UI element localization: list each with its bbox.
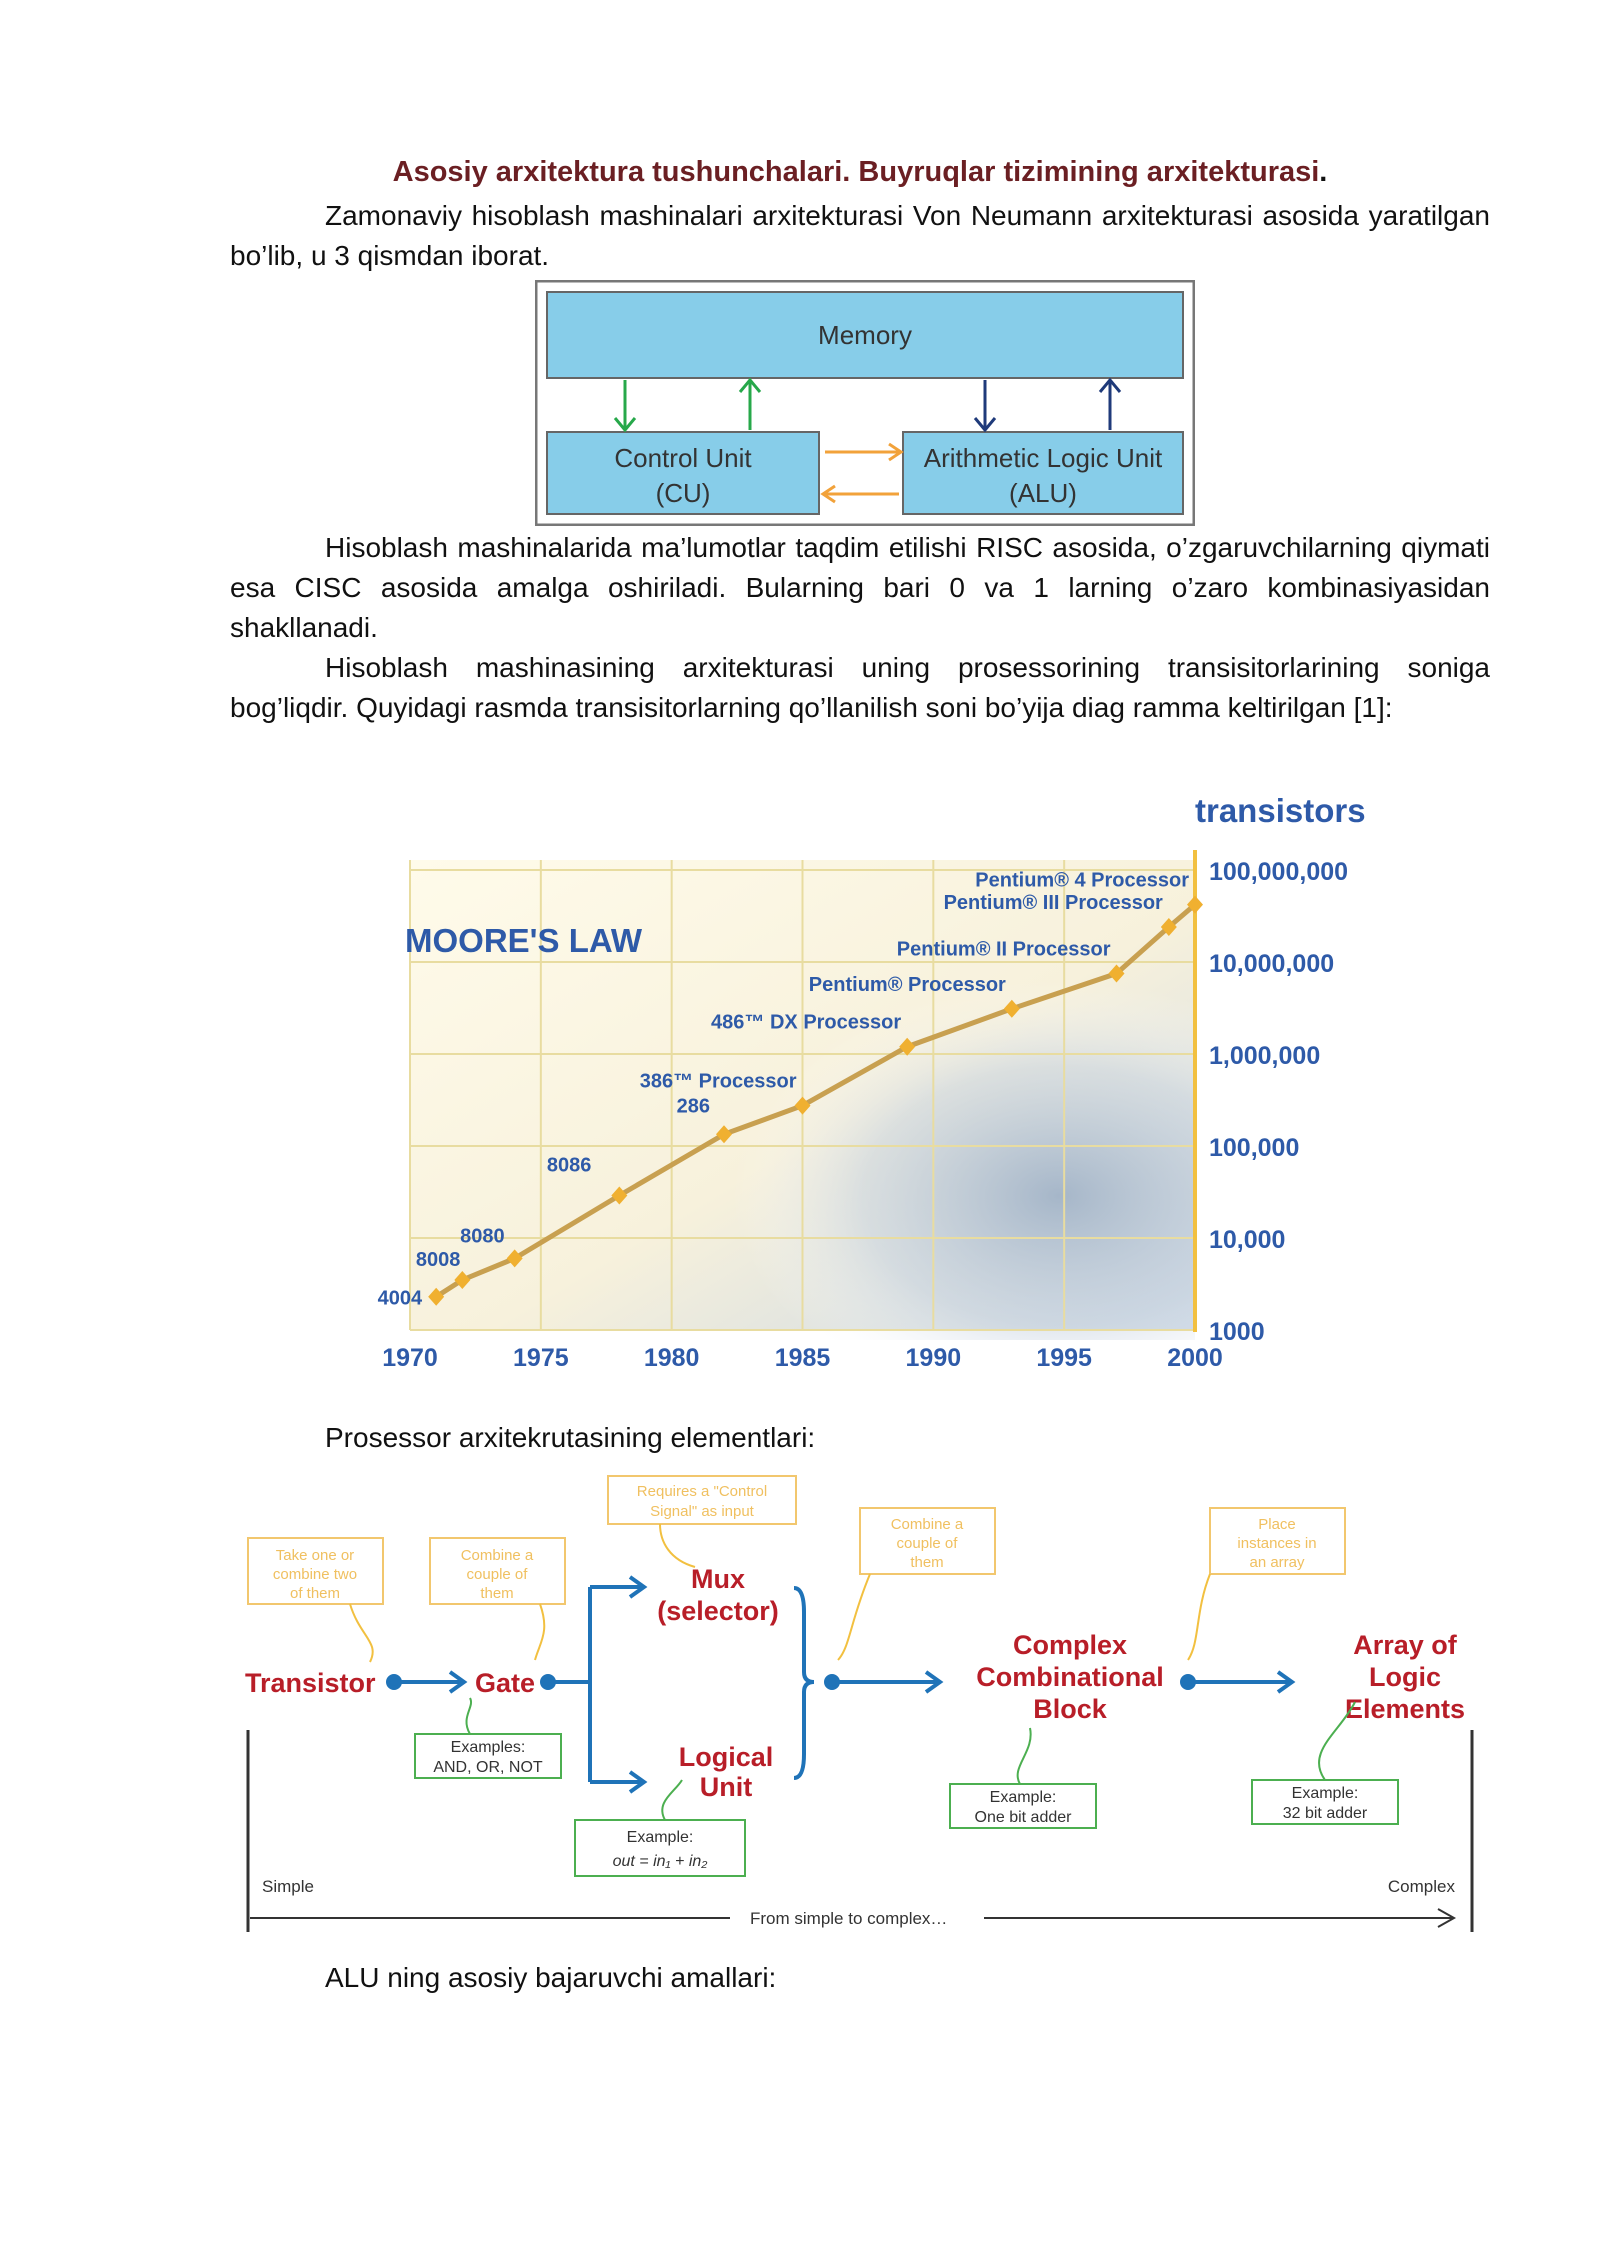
data-point-label: 8080 (460, 1225, 505, 1248)
example-array-line1: Example: (1291, 1785, 1359, 1802)
note-combine-line1: Combine a (890, 1516, 964, 1533)
paragraph-elements: Prosessor arxitekrutasining elementlari: (325, 1422, 816, 1453)
data-point-label: 8008 (415, 1248, 461, 1271)
paragraph-transistors-text: Hisoblash mashinasining arxitekturasi uning prosessorining transisitorlarining soniga bog’liqdir. Quyidagi rasmda transisitorlarning qo’llanilish soni bo’yija diag ramma keltirilgan [1]: (230, 652, 1490, 723)
y-tick-labels (1209, 858, 1348, 1346)
cu-label-2: (CU) (655, 478, 711, 508)
paragraph-risc-text: Hisoblash mashinalarida ma’lumotlar taqdim etilishi RISC asosida, o’zgaruvchilarning qiymati esa CISC asosida amalga oshiriladi. Bularning bari 0 va 1 larning o’zaro kombinasiyasidan shakllanadi. (230, 532, 1490, 643)
mux-label-2: (selector) (657, 1596, 779, 1626)
note-place-line3: an array (1249, 1554, 1305, 1571)
data-point-label: 286 (676, 1095, 710, 1118)
data-point-label: 8086 (546, 1154, 592, 1177)
y-tick-label: 100,000,000 (1209, 858, 1349, 886)
data-point-label: Pentium® 4 Processor (975, 869, 1189, 892)
example-connectors (466, 1698, 1355, 1820)
array-label-2: Logic (1369, 1662, 1441, 1692)
note-mux-line1: Requires a "Control (636, 1483, 768, 1500)
data-point-label: 486™ DX Processor (711, 1011, 902, 1034)
processor-hierarchy-diagram (230, 1462, 1490, 1942)
example-complex-line2: One bit adder (974, 1809, 1072, 1826)
paragraph-risc (230, 528, 1490, 648)
note-place-line1: Place (1258, 1516, 1296, 1533)
y-tick-label: 100,000 (1209, 1134, 1300, 1162)
y-tick-label: 1,000,000 (1209, 1042, 1321, 1070)
paragraph-alu: ALU ning asosiy bajaruvchi amallari: (325, 1962, 777, 1993)
chart-title: MOORE'S LAW (405, 922, 643, 959)
moores-law-chart (320, 780, 1420, 1420)
chip-photo-overlay (650, 980, 1195, 1340)
simple-label: Simple (262, 1877, 314, 1896)
from-simple-label: From simple to complex… (750, 1909, 948, 1928)
x-tick-label: 1990 (905, 1344, 962, 1372)
paragraph-intro-text: Zamonaviy hisoblash mashinalari arxitekturasi Von Neumann arxitekturasi asosida yaratilgan bo’lib, u 3 qismdan iborat. (230, 200, 1490, 271)
array-label-1: Array of (1353, 1630, 1457, 1660)
data-point-label: 386™ Processor (639, 1070, 797, 1093)
y-tick-label: 1000 (1209, 1318, 1265, 1346)
example-logical-formula: out = in₁ + in₂ (612, 1853, 708, 1870)
x-tick-labels (382, 1344, 1223, 1372)
note-take-line1: Take one or (275, 1547, 355, 1564)
y-axis-title: transistors (1195, 792, 1366, 829)
note-gate-line2: couple of (466, 1566, 528, 1583)
x-tick-label: 1970 (382, 1344, 438, 1372)
alu-label-2: (ALU) (1009, 478, 1077, 508)
example-complex-line1: Example: (989, 1789, 1057, 1806)
logical-unit-label-2: Unit (699, 1772, 753, 1802)
x-tick-label: 1995 (1036, 1344, 1092, 1372)
y-tick-label: 10,000,000 (1209, 950, 1335, 978)
note-combine-line3: them (910, 1554, 944, 1571)
example-gate-line2: AND, OR, NOT (433, 1759, 543, 1776)
complex-label-2: Combinational (976, 1662, 1164, 1692)
complex-label: Complex (1387, 1877, 1455, 1896)
transistor-label: Transistor (245, 1668, 376, 1698)
note-mux-line2: Signal" as input (650, 1503, 754, 1520)
x-tick-label: 1980 (643, 1344, 700, 1372)
gate-label: Gate (475, 1668, 536, 1698)
note-gate-line1: Combine a (460, 1547, 534, 1564)
x-tick-label: 1975 (513, 1344, 569, 1372)
alu-label-1: Arithmetic Logic Unit (923, 443, 1163, 473)
cu-label-1: Control Unit (614, 443, 752, 473)
complex-label-1: Complex (1012, 1630, 1128, 1660)
note-take-line3: of them (289, 1585, 341, 1602)
array-label-3: Elements (1344, 1694, 1466, 1724)
von-neumann-diagram (535, 280, 1195, 526)
memory-label: Memory (818, 320, 912, 350)
data-point-label: Pentium® Processor (808, 973, 1006, 996)
data-point-label: Pentium® II Processor (896, 938, 1111, 961)
complex-label-3: Block (1033, 1694, 1107, 1724)
example-gate-line1: Examples: (450, 1739, 526, 1756)
example-logical-line1: Example: (626, 1829, 694, 1846)
note-combine-line2: couple of (896, 1535, 958, 1552)
mux-label-1: Mux (691, 1564, 745, 1594)
data-point-label: 4004 (377, 1287, 423, 1310)
example-array-line2: 32 bit adder (1282, 1805, 1368, 1822)
data-point-label: Pentium® III Processor (943, 892, 1163, 915)
page-title (230, 156, 1490, 189)
paragraph-transistors (230, 648, 1490, 728)
title-dot: . (1319, 156, 1328, 188)
paragraph-intro (230, 196, 1490, 276)
y-tick-label: 10,000 (1209, 1226, 1286, 1254)
title-text: Asosiy arxitektura tushunchalari. Buyruqlar tizimining arxitekturasi (392, 156, 1320, 188)
x-tick-label: 2000 (1167, 1344, 1223, 1372)
x-tick-label: 1985 (774, 1344, 831, 1372)
logical-unit-label-1: Logical (678, 1742, 774, 1772)
note-take-line2: combine two (272, 1566, 358, 1583)
note-place-line2: instances in (1237, 1535, 1317, 1552)
note-gate-line3: them (480, 1585, 514, 1602)
